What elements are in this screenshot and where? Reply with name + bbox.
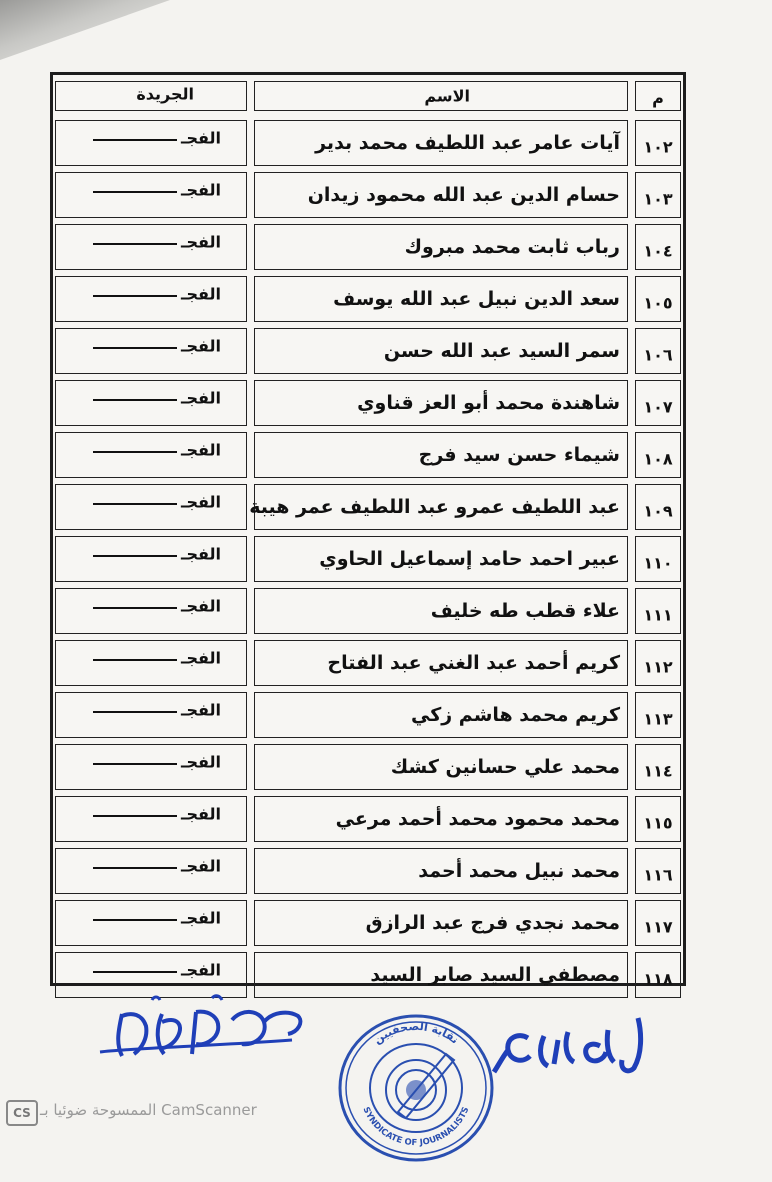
paper-dash (93, 555, 177, 557)
row-paper-cell (53, 897, 249, 949)
paper-dash (93, 971, 177, 973)
row-paper: الفجـ (180, 336, 221, 356)
row-name-cell (252, 117, 630, 169)
row-number-cell (633, 897, 683, 949)
row-name: محمد علي حسانين كشك (390, 756, 620, 778)
row-name-cell (252, 273, 630, 325)
row-paper: الفجـ (180, 284, 221, 304)
paper-dash (93, 191, 177, 193)
row-name: آيات عامر عبد اللطيف محمد بدير (315, 132, 620, 154)
row-number: ١٠٨ (643, 449, 673, 469)
row-paper: الفجـ (180, 388, 221, 408)
row-number-cell (633, 377, 683, 429)
row-paper-cell (53, 169, 249, 221)
table-row (53, 429, 683, 481)
row-paper-cell (53, 637, 249, 689)
row-name: محمد نبيل محمد أحمد (418, 860, 620, 882)
row-paper: الفجـ (180, 856, 221, 876)
row-number: ١٠٩ (643, 501, 673, 521)
table-row (53, 117, 683, 169)
row-paper: الفجـ (180, 128, 221, 148)
row-number-cell (633, 117, 683, 169)
row-name: كريم محمد هاشم زكي (410, 704, 620, 726)
row-name: شيماء حسن سيد فرج (418, 444, 620, 466)
row-name-cell (252, 221, 630, 273)
row-number: ١١٥ (643, 813, 673, 833)
row-number-cell (633, 221, 683, 273)
row-paper: الفجـ (180, 908, 221, 928)
table-row (53, 897, 683, 949)
row-paper-cell (53, 845, 249, 897)
row-paper: الفجـ (180, 648, 221, 668)
table-row (53, 325, 683, 377)
table-row (53, 273, 683, 325)
row-paper-cell (53, 377, 249, 429)
row-name-cell (252, 533, 630, 585)
row-paper: الفجـ (180, 960, 221, 980)
row-number-cell (633, 793, 683, 845)
row-name: سمر السيد عبد الله حسن (383, 340, 620, 362)
row-paper-cell (53, 533, 249, 585)
row-name-cell (252, 741, 630, 793)
table-row (53, 741, 683, 793)
row-paper-cell (53, 273, 249, 325)
row-number: ١١٧ (643, 917, 673, 937)
paper-dash (93, 139, 177, 141)
row-number-cell (633, 741, 683, 793)
row-name: محمد نجدي فرج عبد الرازق (365, 912, 620, 934)
row-name-cell (252, 637, 630, 689)
row-name: مصطفي السيد صابر السيد (370, 964, 620, 986)
row-paper-cell (53, 325, 249, 377)
row-number: ١١٨ (643, 969, 673, 989)
row-name-cell (252, 377, 630, 429)
row-number: ١٠٤ (643, 241, 673, 261)
paper-dash (93, 659, 177, 661)
row-name-cell (252, 325, 630, 377)
row-paper-cell (53, 585, 249, 637)
row-number: ١١٠ (643, 553, 673, 573)
row-paper: الفجـ (180, 180, 221, 200)
row-number-cell (633, 481, 683, 533)
row-number: ١٠٢ (643, 137, 673, 157)
row-number: ١١٢ (643, 657, 673, 677)
paper-dash (93, 451, 177, 453)
row-number: ١٠٦ (643, 345, 673, 365)
row-paper: الفجـ (180, 700, 221, 720)
row-name-cell (249, 481, 630, 533)
paper-dash (93, 763, 177, 765)
table-row (53, 585, 683, 637)
row-paper-cell (53, 429, 249, 481)
row-paper: الفجـ (180, 804, 221, 824)
table-row (53, 689, 683, 741)
row-paper: الفجـ (180, 440, 221, 460)
row-paper-cell (53, 481, 249, 533)
header-paper-cell (53, 78, 249, 114)
row-name-cell (252, 169, 630, 221)
row-number-cell (633, 325, 683, 377)
row-name-cell (252, 689, 630, 741)
row-number-cell (633, 949, 683, 1001)
row-name: كريم أحمد عبد الغني عبد الفتاح (327, 652, 620, 674)
camscanner-logo-icon: CS (6, 1100, 38, 1126)
header-paper: الجريدة (136, 84, 194, 104)
paper-dash (93, 711, 177, 713)
paper-dash (93, 295, 177, 297)
row-name-cell (252, 845, 630, 897)
row-number: ١٠٧ (643, 397, 673, 417)
table-row (53, 637, 683, 689)
table-row (53, 169, 683, 221)
row-paper-cell (53, 221, 249, 273)
row-name: عبير احمد حامد إسماعيل الحاوي (319, 548, 620, 570)
table-row (53, 533, 683, 585)
table-row (53, 221, 683, 273)
row-name: حسام الدين عبد الله محمود زيدان (307, 184, 620, 206)
paper-dash (93, 243, 177, 245)
table-header-row (53, 78, 683, 114)
row-paper-cell (53, 689, 249, 741)
row-name-cell (252, 793, 630, 845)
row-name-cell (252, 585, 630, 637)
row-number: ١١٦ (643, 865, 673, 885)
paper-dash (93, 867, 177, 869)
stamp-arabic-text: نقابة الصحفيين (371, 1019, 462, 1047)
row-number-cell (633, 637, 683, 689)
row-name: رباب ثابت محمد مبروك (404, 236, 620, 258)
paper-dash (93, 503, 177, 505)
table-row (53, 845, 683, 897)
row-paper: الفجـ (180, 492, 221, 512)
row-paper-cell (53, 117, 249, 169)
paper-dash (93, 607, 177, 609)
row-paper: الفجـ (180, 752, 221, 772)
paper-dash (93, 815, 177, 817)
row-name-cell (252, 429, 630, 481)
row-name-cell (252, 897, 630, 949)
table-row (53, 481, 683, 533)
row-paper-cell (53, 793, 249, 845)
row-number: ١١٤ (643, 761, 673, 781)
row-number: ١٠٣ (643, 189, 673, 209)
header-number: م (652, 88, 664, 108)
row-number-cell (633, 429, 683, 481)
header-name: الاسم (424, 86, 470, 106)
row-number-cell (633, 533, 683, 585)
row-name: سعد الدين نبيل عبد الله يوسف (333, 288, 620, 310)
row-paper: الفجـ (180, 232, 221, 252)
row-number-cell (633, 273, 683, 325)
row-paper: الفجـ (180, 596, 221, 616)
row-number-cell (633, 845, 683, 897)
camscanner-footer-text: الممسوحة ضوئيا بـ CamScanner (40, 1101, 257, 1119)
row-name: عبد اللطيف عمرو عبد اللطيف عمر هيبة (249, 496, 620, 518)
row-name: علاء قطب طه خليف (430, 600, 620, 622)
row-number-cell (633, 169, 683, 221)
syndicate-stamp (334, 1008, 498, 1164)
table-row (53, 793, 683, 845)
stamp-english-text: SYNDICATE OF JOURNALISTS (360, 1105, 472, 1149)
left-signature (92, 992, 312, 1082)
header-name-cell (252, 78, 630, 114)
row-number: ١١١ (643, 605, 673, 625)
page-corner-shadow (0, 0, 170, 60)
paper-dash (93, 919, 177, 921)
header-number-cell (633, 78, 683, 114)
row-number: ١٠٥ (643, 293, 673, 313)
row-number-cell (633, 585, 683, 637)
paper-dash (93, 347, 177, 349)
row-name: محمد محمود محمد أحمد مرعي (335, 808, 620, 830)
row-paper: الفجـ (180, 544, 221, 564)
members-table (50, 72, 686, 989)
row-number-cell (633, 689, 683, 741)
row-name: شاهندة محمد أبو العز قناوي (357, 392, 620, 414)
table-row (53, 377, 683, 429)
right-signature (488, 1010, 658, 1080)
paper-dash (93, 399, 177, 401)
row-number: ١١٣ (643, 709, 673, 729)
row-paper-cell (53, 741, 249, 793)
